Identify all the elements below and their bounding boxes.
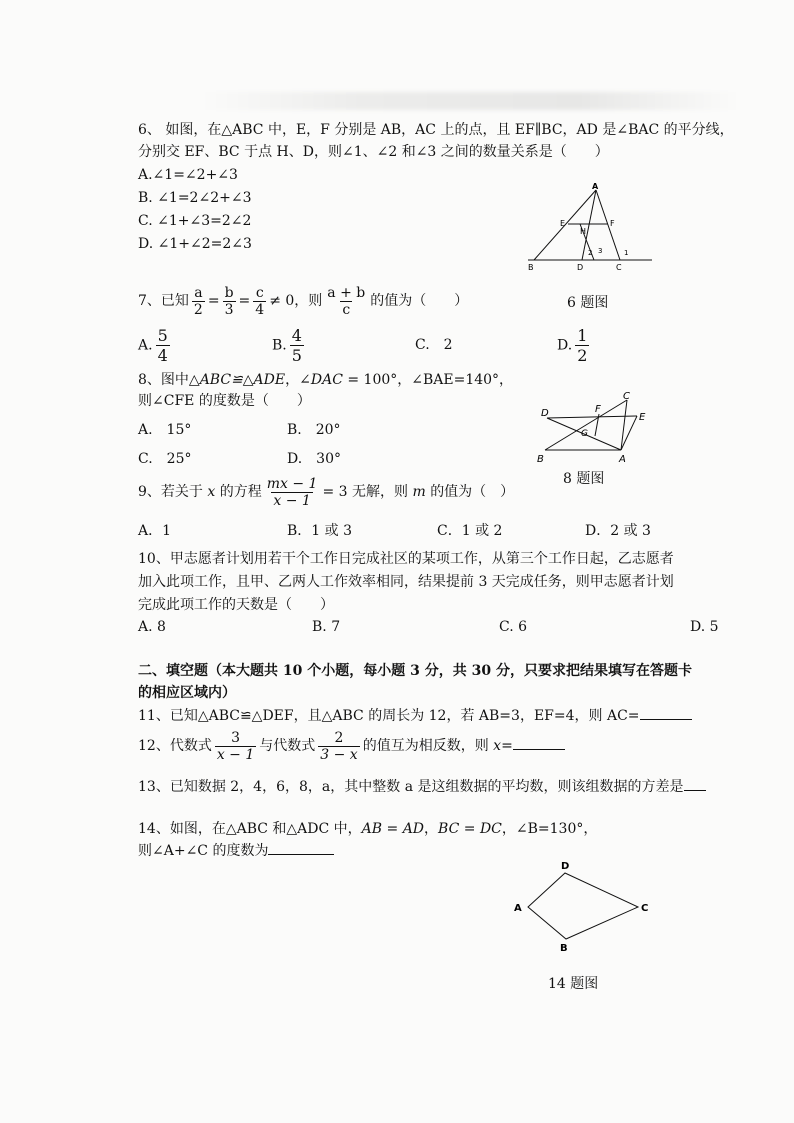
q8-stem-line1 [138,371,513,389]
q10-option-b: B. 7 [312,619,341,635]
section2-heading-line2: 的相应区域内） [138,685,236,701]
q12-var-x: x [493,738,502,754]
q14-label-b: B [560,943,568,954]
q6-label-angle1: 1 [624,249,629,257]
q10-option-d: D. 5 [690,619,719,635]
q6-label-e: E [560,219,566,228]
q7-frac-c4-num: c [255,284,264,301]
q8-label-d: D [541,408,549,419]
q7-frac-a2-den: 2 [193,301,203,318]
q8-label-a: A [619,454,626,465]
q7-frac-b3 [223,285,236,318]
q7-option-c: C. 2 [415,337,453,353]
q8-figure [533,388,653,468]
q6-label-b: B [528,263,534,272]
q9-mid: 的方程 [219,484,262,500]
q7-prefix: 7、已知 [138,293,189,309]
q10-stem-line1: 10、甲志愿者计划用若干个工作日完成社区的某项工作，从第三个工作日起，乙志愿者 [138,551,674,567]
q13-answer-blank [684,790,706,791]
q14-quadrilateral [528,873,638,939]
q6-option-a: A.∠1=∠2+∠3 [138,167,238,183]
q6-option-c: C. ∠1+∠3=2∠2 [138,213,252,229]
q14-bc-dc: BC = DC [438,821,502,837]
q8-option-c: C. 25° [138,451,192,467]
q8-option-a: A. 15° [138,422,192,438]
q6-option-d: D. ∠1+∠2=2∠3 [138,236,252,252]
q8-comma: ， [285,372,300,388]
q12-stem [138,728,565,764]
q7-option-a-den: 4 [157,346,168,365]
q9-option-c: C．1 或 2 [437,523,503,539]
q14-prefix: 14、如图，在△ABC 和△ADC 中， [138,821,362,837]
q7-frac-a2-num: a [194,284,203,301]
q8-option-b: B. 20° [287,422,341,438]
q8-label-e: E [639,412,646,423]
q7-option-b [272,326,307,365]
q13-text: 13、已知数据 2，4，6，8，a，其中整数 a 是这组数据的平均数，则该组数据的方差是 [138,779,684,795]
q7-option-d-frac [575,326,589,365]
q14-angle-b: ，∠B=130°， [501,821,598,837]
q7-option-b-den: 5 [291,346,302,365]
q6-label-h: H [580,227,587,236]
q6-label-a: A [592,182,599,191]
q7-frac-abc-num: a + b [327,284,366,301]
q14-label-c: C [641,903,649,914]
q9-var-x: x [207,484,216,500]
q6-stem-line2: 分别交 EF、BC 于点 H、D，则∠1、∠2 和∠3 之间的数量关系是（ ） [138,144,609,160]
q13-stem [138,778,706,796]
q14-question: 则∠A+∠C 的度数为 [138,843,269,859]
q7-option-a-num: 5 [157,326,168,345]
q7-frac-c4 [253,285,266,318]
q7-option-d-den: 2 [577,346,588,365]
q7-eq1: = [207,293,220,309]
q9-prefix: 9、若关于 [138,484,203,500]
q12-prefix: 12、代数式 [138,738,212,754]
q12-eq: = [501,738,513,754]
q9-suffix: 的值为（ ） [430,484,515,500]
q14-label-d: D [561,861,570,872]
q14-figure [508,855,658,955]
q7-suffix: 的值为（ ） [370,293,469,309]
q8-label-f: F [595,404,601,415]
q12-frac2-den: 3 − x [320,746,358,763]
q8-line-bc [545,400,627,450]
q7-option-b-num: 4 [291,326,302,345]
q7-frac-a2 [192,285,205,318]
q6-label-angle2: 2 [588,249,593,257]
q7-option-b-label: B. [272,337,287,354]
q10-option-a: A. 8 [138,619,166,635]
q6-label-c: C [616,263,622,272]
q8-angle-dac: ∠DAC [299,372,343,388]
q7-option-d-label: D. [557,337,573,354]
q8-stem-line2: 则∠CFE 的度数是（ ） [138,393,311,409]
q9-frac-num: mx − 1 [266,475,318,492]
q11-answer-blank [640,719,692,720]
q7-frac-b3-den: 3 [224,301,234,318]
q8-line-de [547,416,637,418]
q7-option-a-frac [156,326,170,365]
q12-frac2 [318,730,359,763]
q14-stem-line2 [138,842,334,860]
q6-stem-line1: 6、 如图，在△ABC 中，E，F 分别是 AB，AC 上的点，且 EF∥BC，AD 是∠BAC 的平分线， [138,122,734,138]
q7-frac-b3-num: b [224,284,234,301]
q11-text: 11、已知△ABC≌△DEF，且△ABC 的周长为 12，若 AB=3，EF=4，则 AC= [138,708,640,724]
q14-answer-blank [268,854,334,855]
q11-stem [138,707,692,725]
q12-frac1-den: x − 1 [216,746,255,763]
q12-answer-blank [513,749,565,750]
q14-label-a: A [514,903,522,914]
q10-stem-line2: 加入此项工作，且甲、乙两人工作效率相同，结果提前 3 天完成任务，则甲志愿者计划 [138,574,674,590]
q9-option-b: B．1 或 3 [287,523,353,539]
q7-stem [138,282,468,322]
q9-frac-den: x − 1 [273,492,311,509]
q8-label-b: B [537,454,544,465]
q12-frac1 [215,730,256,763]
section2-heading-line1: 二、填空题（本大题共 10 个小题，每小题 3 分，共 30 分，只要求把结果填写在答题卡 [138,663,692,679]
q8-label-c: C [623,391,630,402]
q6-figure [520,180,660,275]
q7-frac-abc [325,285,367,318]
q7-option-b-frac [290,326,304,365]
q7-eq2: = [238,293,251,309]
q8-angles: = 100°，∠BAE=140°， [342,372,514,388]
q14-caption: 14 题图 [548,976,599,992]
q7-option-a [138,326,173,365]
q9-option-d: D．2 或 3 [585,523,651,539]
q12-frac2-num: 2 [334,729,344,746]
q6-option-b: B. ∠1=2∠2+∠3 [138,190,252,206]
q12-suffix: 的值互为相反数，则 [362,738,489,754]
q7-option-d-num: 1 [577,326,588,345]
scan-shadow [200,92,740,110]
q9-option-a: A．1 [138,523,172,539]
q8-label-g: G [581,429,588,439]
q10-stem-line3: 完成此项工作的天数是（ ） [138,597,334,613]
q9-stem [138,474,514,510]
q9-eq: = 3 无解，则 [322,484,408,500]
q8-prefix: 8、图中 [138,372,189,388]
q14-comma: ， [424,821,439,837]
q7-frac-c4-den: 4 [255,301,265,318]
q7-frac-abc-den: c [342,301,351,318]
q6-label-angle3: 3 [598,247,603,255]
q8-caption: 8 题图 [563,471,605,487]
q9-var-m: m [412,484,426,500]
q9-frac [265,476,320,509]
q12-mid: 与代数式 [259,738,316,754]
q8-congruence: △ABC≌△ADE [188,372,286,388]
q7-option-a-label: A. [138,337,153,354]
q6-caption: 6 题图 [567,295,609,311]
q8-option-d: D. 30° [287,451,341,467]
q14-ab-ad: AB = AD [361,821,425,837]
q6-label-d: D [577,263,584,272]
q12-frac1-num: 3 [231,729,240,746]
q6-label-f: F [610,219,615,228]
q14-stem-line1 [138,820,597,838]
q7-neq: ≠ 0，则 [269,293,323,309]
q7-option-d [557,326,592,365]
q10-option-c: C. 6 [499,619,528,635]
